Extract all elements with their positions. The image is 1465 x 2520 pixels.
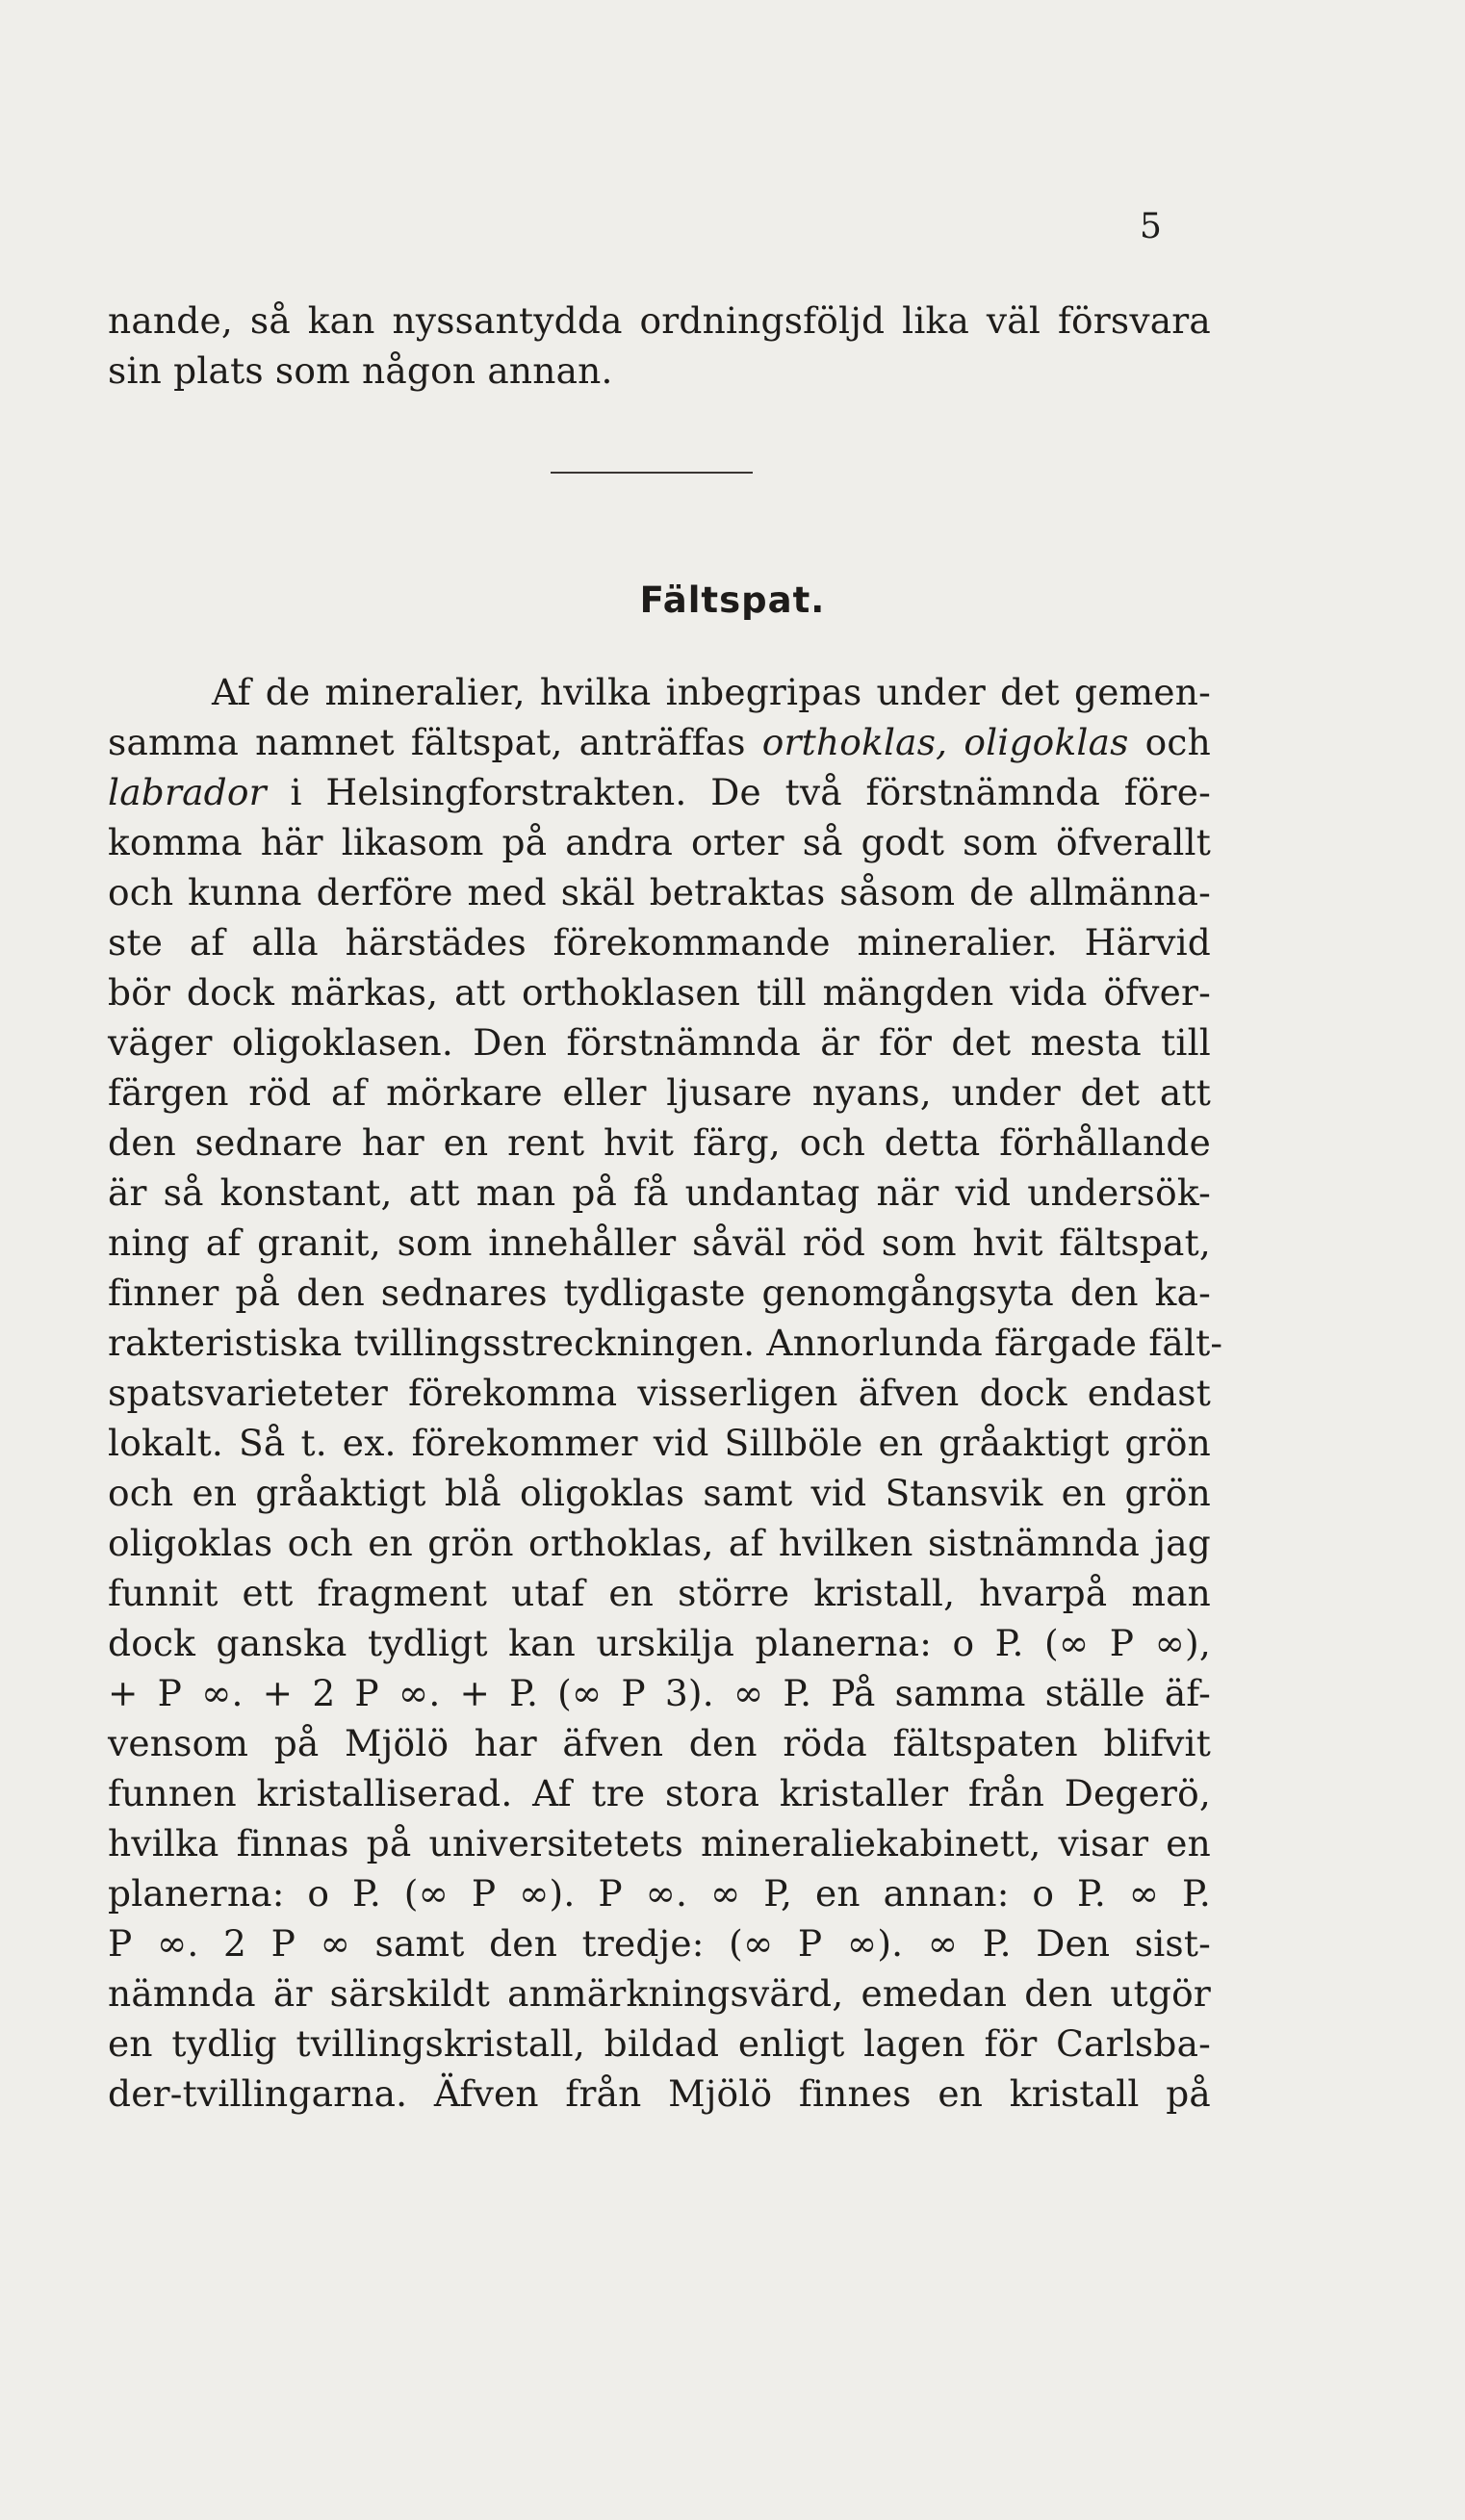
text-line: dock ganska tydligt kan urskilja planerna: o P. (∞ P ∞), [108,1622,1211,1664]
text-line [108,2119,1211,2169]
section-heading: Fältspat. [639,579,826,621]
text-line: P ∞. 2 P ∞ samt den tredje: (∞ P ∞). ∞ P. Den sist- [108,1922,1211,1965]
text-line: spatsvarieteter förekomma visserligen äfven dock endast [108,1372,1211,1414]
text-span: samma namnet fältspat, anträffas [108,721,746,763]
text-line: ning af granit, som innehåller såväl röd som hvit fältspat, [108,1221,1211,1264]
text-line: hvilka finnas på universitetets mineraliekabinett, visar en [108,1822,1211,1864]
text-line: finner på den sednares tydligaste genomgångsyta den ka- [108,1272,1211,1314]
text-line: och kunna derföre med skäl betraktas såsom de allmänna- [108,871,1211,913]
text-line: komma här likasom på andra orter så godt som öfverallt [108,821,1211,863]
mineral-name: labrador [108,771,267,813]
text-span: i Helsingforstrakten. De två förstnämnda före- [290,771,1211,813]
text-line: oligoklas och en grön orthoklas, af hvilken sistnämnda jag [108,1522,1211,1564]
text-line: planerna: o P. (∞ P ∞). P ∞. ∞ P, en annan: o P. ∞ P. [108,1872,1211,1915]
text-line: rakteristiska tvillingsstreckningen. Annorlunda färgade fält- [108,1322,1223,1364]
text-line: der-tvillingarna. Äfven från Mjölö finnes en kristall på [108,2072,1211,2115]
text-line: + P ∞. + 2 P ∞. + P. (∞ P 3). ∞ P. På samma ställe äf- [108,1672,1211,1714]
text-line: funnen kristalliserad. Af tre stora kristaller från Degerö, [108,1772,1211,1814]
text-line: är så konstant, att man på få undantag när vid undersök- [108,1171,1211,1214]
text-line: väger oligoklasen. Den förstnämnda är för det mesta till [108,1021,1211,1064]
text-line: funnit ett fragment utaf en större kristall, hvarpå man [108,1572,1211,1614]
text-line [108,717,1211,767]
section-divider [551,472,753,474]
text-line: den sednare har en rent hvit färg, och detta förhållande [108,1121,1211,1164]
text-line [108,767,1211,817]
text-line: nämnda är särskildt anmärkningsvärd, emedan den utgör [108,1972,1211,2015]
text-line: lokalt. Så t. ex. förekommer vid Sillböle en gråaktigt grön [108,1422,1211,1464]
text-line: och en gråaktigt blå oligoklas samt vid Stansvik en grön [108,1472,1211,1514]
text-line: bör dock märkas, att orthoklasen till mängden vida öfver- [108,971,1211,1014]
text-line: vensom på Mjölö har äfven den röda fältspaten blifvit [108,1722,1211,1764]
text-line: sin plats som någon annan. [108,349,613,392]
page-number: 5 [1140,207,1162,246]
text-line: Af de mineralier, hvilka inbegripas under det gemen- [212,671,1211,713]
text-line: ste af alla härstädes förekommande mineralier. Härvid [108,921,1211,964]
text-line: färgen röd af mörkare eller ljusare nyans, under det att [108,1071,1211,1114]
text-line: en tydlig tvillingskristall, bildad enligt lagen för Carlsba- [108,2022,1211,2065]
text-line: nande, så kan nyssantydda ordningsföljd lika väl försvara [108,299,1211,342]
text-span: och [1144,721,1211,763]
mineral-names: orthoklas, oligoklas [761,721,1129,763]
